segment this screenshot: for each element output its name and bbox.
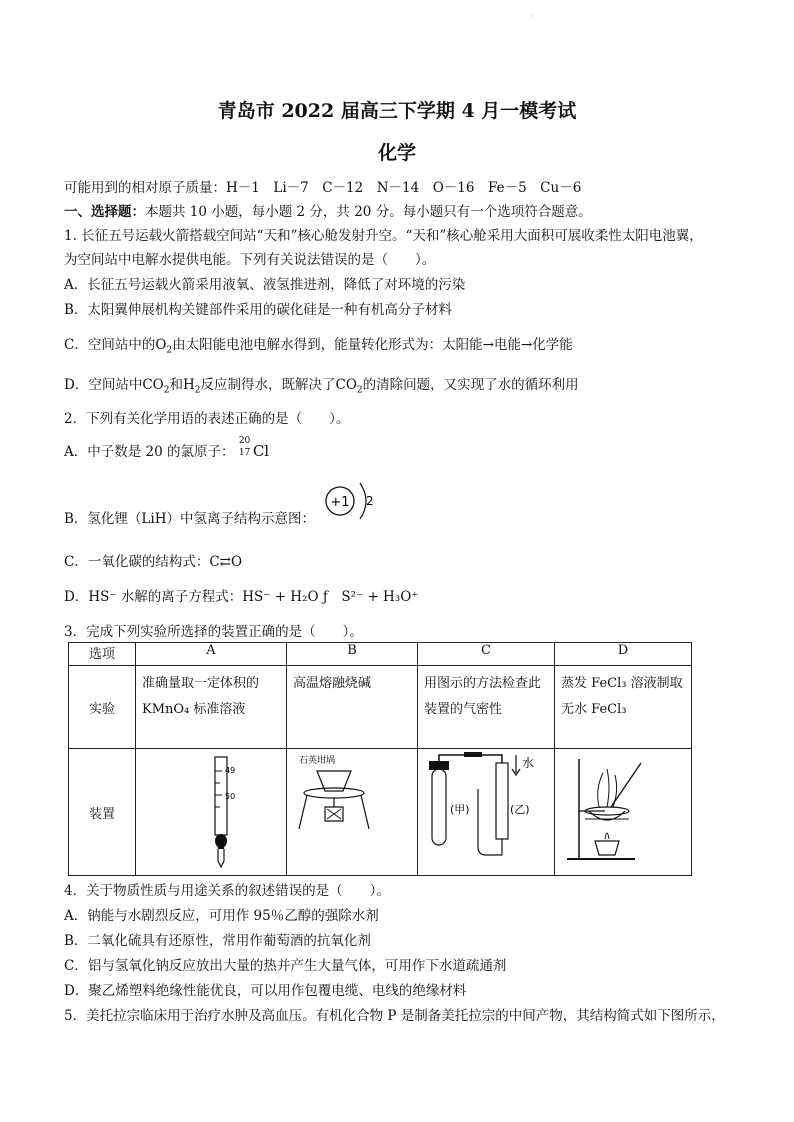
exp-a-text: 准确量取一定体积的 KMnO₄ 标准溶液	[142, 676, 260, 717]
crucible-label: 石英坩埚	[299, 756, 336, 766]
table-header-row	[69, 643, 692, 666]
header-d: D	[555, 643, 692, 666]
q2-a-text: A．中子数是 20 的氯原子：	[64, 444, 235, 460]
hydride-ion-diagram	[320, 478, 380, 524]
q1-d-post: 的清除问题，又实现了水的循环利用	[362, 377, 579, 393]
glass-rod	[611, 763, 641, 807]
exp-b	[287, 666, 418, 749]
q2-option-b: B．氢化锂（LiH）中氢离子结构示意图：	[64, 511, 315, 527]
co-structure: C⇄O	[209, 554, 243, 570]
crucible-drawing	[287, 749, 417, 871]
q4-option-a: A．钠能与水剧烈反应，可用作 95％乙醇的强除水剂	[64, 908, 379, 924]
q4-option-b: B．二氧化硫具有还原性，常用作葡萄酒的抗氧化剂	[64, 933, 371, 949]
exp-d-text: 蒸发 FeCl₃ 溶液制取无水 FeCl₃	[561, 676, 683, 717]
alcohol-lamp	[595, 841, 619, 855]
experiment-table	[68, 642, 692, 876]
exp-d	[555, 666, 692, 749]
water-label: 水	[522, 756, 535, 770]
q1-d-pre: D．空间站中	[64, 377, 143, 393]
label-yi: (乙)	[510, 803, 530, 816]
exp-c-text: 用图示的方法检查此装置的气密性	[424, 676, 542, 717]
tripod-ring	[304, 788, 364, 798]
table-row-experiment	[69, 666, 692, 749]
apparatus-b	[287, 749, 418, 876]
q1-stem-line1: 1. 长征五号运载火箭搭载空间站“天和”核心舱发射升空。“天和”核心舱采用大面积可展收柔性太阳电池翼，	[64, 228, 703, 244]
q4-option-c: C．铝与氢氧化钠反应放出大量的热并产生大量气体，可用作下水道疏通剂	[64, 958, 507, 974]
exp-b-text: 高温熔融烧碱	[293, 676, 372, 691]
burette-drawing	[136, 749, 286, 871]
exam-title: 青岛市 2022 届高三下学期 4 月一模考试	[217, 100, 577, 122]
exp-c	[418, 666, 555, 749]
atomic-number: 17	[238, 448, 251, 458]
exp-a	[136, 666, 287, 749]
row-label-experiment: 实验	[69, 666, 136, 749]
q2-option-c	[64, 550, 242, 570]
q5-stem: 5．美托拉宗临床用于治疗水肿及高血压。有机化合物 P 是制备美托拉宗的中间产物，其结构简式如下图所示，	[64, 1008, 725, 1024]
q1-stem-line2: 为空间站中电解水提供电能。下列有关说法错误的是（ ）。	[64, 252, 436, 268]
q2-option-d	[64, 585, 418, 605]
q2-d-text: D．HS⁻ 水解的离子方程式：	[64, 589, 243, 605]
q4-option-d: D．聚乙烯塑料绝缘性能优良，可以用作包覆电缆、电线的绝缘材料	[64, 983, 467, 999]
exam-subject: 化学	[377, 142, 416, 164]
nucleus-charge: +1	[330, 495, 350, 510]
header-a: A	[136, 643, 287, 666]
header-c: C	[418, 643, 555, 666]
section-heading	[64, 200, 592, 220]
hydrolysis-equation: HS⁻ + H₂O ƒ S²⁻ + H₃O⁺	[242, 589, 419, 605]
label-jia: (甲)	[450, 803, 470, 816]
section-desc: 本题共 10 小题，每小题 2 分，共 20 分。每小题只有一个选项符合题意。	[145, 204, 592, 220]
q1-c-pre: C．空间站中的	[64, 337, 156, 353]
q1-option-b: B．太阳翼伸展机构关键部件采用的碳化硅是一种有机高分子材料	[64, 302, 452, 318]
q1-option-d: D．空间站中$CO_2$和$H_2$反应制得水，既解决了$CO_2$的清除问题，又实现了水的循环利用	[64, 377, 579, 396]
tube-jia	[432, 769, 446, 845]
header-option: 选项	[69, 643, 136, 666]
q1-option-c: C．空间站中的$O_2$由太阳能电池电解水得到，能量转化形式为：太阳能→电能→化学能	[64, 337, 573, 356]
table-row-apparatus	[69, 749, 692, 876]
tube-yi	[496, 763, 508, 839]
atomic-masses: 可能用到的相对原子质量：H－1 Li－7 C－12 N－14 O－16 Fe－5 Cu－6	[64, 180, 582, 196]
mass-number: 20	[238, 436, 251, 446]
airtight-check-drawing	[418, 749, 554, 871]
element-symbol: Cl	[252, 442, 270, 460]
section-title: 一、选择题：	[64, 204, 145, 220]
q2-stem: 2．下列有关化学用语的表述正确的是（ ）。	[64, 411, 350, 427]
evaporation-drawing	[555, 749, 691, 871]
q4-stem: 4．关于物质性质与用途关系的叙述错误的是（ ）。	[64, 883, 390, 899]
nuclide-notation	[238, 436, 253, 460]
q2-option-a	[64, 436, 270, 460]
shell-electrons: 2	[366, 494, 374, 508]
apparatus-a	[136, 749, 287, 876]
apparatus-d	[555, 749, 692, 876]
q2-c-text: C．一氧化碳的结构式：	[64, 554, 210, 570]
apparatus-c	[418, 749, 555, 876]
q1-d-mid1: 和	[169, 377, 183, 393]
row-label-apparatus: 装置	[69, 749, 136, 876]
header-b: B	[287, 643, 418, 666]
burette-mark-50: 50	[225, 792, 236, 801]
q3-stem: 3．完成下列实验所选择的装置正确的是（ ）。	[64, 624, 363, 640]
q1-d-mid2: 反应制得水，既解决了	[200, 377, 336, 393]
burette-mark-49: 49	[225, 766, 236, 775]
q1-option-a: A．长征五号运载火箭采用液氧、液氢推进剂，降低了对环境的污染	[64, 277, 466, 293]
page-mark: ·	[531, 12, 534, 21]
q1-c-post: 由太阳能电池电解水得到，能量转化形式为：太阳能→电能→化学能	[172, 337, 573, 353]
